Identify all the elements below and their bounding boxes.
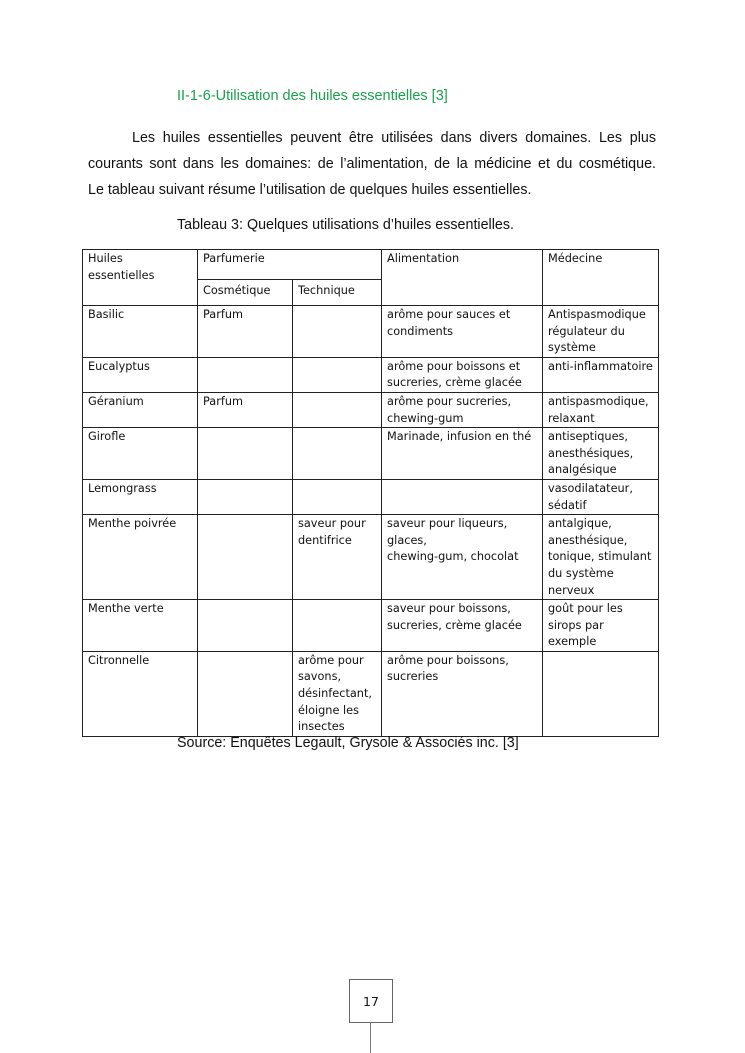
cell-medecine	[543, 651, 659, 736]
cell-technique: arôme pour savons, désinfectant, éloigne les insectes	[293, 651, 382, 736]
table-row	[83, 651, 659, 736]
cell-cosmetique	[198, 357, 293, 392]
section-heading: II-1-6-Utilisation des huiles essentielles [3]	[177, 88, 448, 104]
table-header-row	[83, 250, 659, 280]
cell-alimentation: arôme pour boissons, sucreries	[382, 651, 543, 736]
cell-medecine: goût pour les sirops par exemple	[543, 600, 659, 652]
cell-name: Géranium	[83, 392, 198, 427]
table-row	[83, 357, 659, 392]
cell-cosmetique	[198, 651, 293, 736]
cell-medecine: antalgique, anesthésique, tonique, stimulant du système nerveux	[543, 515, 659, 600]
cell-medecine: anti-inflammatoire	[543, 357, 659, 392]
intro-paragraph	[88, 125, 656, 203]
cell-name: Girofle	[83, 428, 198, 480]
cell-name: Menthe poivrée	[83, 515, 198, 600]
paragraph-line-2: courants sont dans les domaines: de l’alimentation, de la médicine et du cosmétique.	[88, 156, 656, 172]
cell-name: Menthe verte	[83, 600, 198, 652]
cell-alimentation: saveur pour liqueurs, glaces, chewing-gum, chocolat	[382, 515, 543, 600]
header-huiles: Huiles essentielles	[83, 250, 198, 306]
header-alimentation: Alimentation	[382, 250, 543, 306]
cell-alimentation: arôme pour sucreries, chewing-gum	[382, 392, 543, 427]
cell-technique	[293, 428, 382, 480]
cell-name: Citronnelle	[83, 651, 198, 736]
table-caption: Tableau 3: Quelques utilisations d’huiles essentielles.	[177, 217, 514, 233]
page-number: 17	[349, 979, 393, 1023]
cell-alimentation: saveur pour boissons, sucreries, crème glacée	[382, 600, 543, 652]
paragraph-line-3: Le tableau suivant résume l’utilisation de quelques huiles essentielles.	[88, 182, 532, 198]
header-cosmetique: Cosmétique	[198, 280, 293, 306]
table-row	[83, 515, 659, 600]
cell-medecine: Antispasmodique régulateur du système	[543, 306, 659, 358]
header-parfumerie: Parfumerie	[198, 250, 382, 280]
cell-technique	[293, 306, 382, 358]
paragraph-line-1: Les huiles essentielles peuvent être utilisées dans divers domaines. Les plus	[132, 130, 656, 146]
cell-technique: saveur pour dentifrice	[293, 515, 382, 600]
cell-name: Basilic	[83, 306, 198, 358]
cell-medecine: antiseptiques, anesthésiques, analgésique	[543, 428, 659, 480]
cell-medecine: antispasmodique, relaxant	[543, 392, 659, 427]
cell-alimentation: arôme pour sauces et condiments	[382, 306, 543, 358]
cell-alimentation	[382, 479, 543, 514]
cell-alimentation: arôme pour boissons et sucreries, crème glacée	[382, 357, 543, 392]
cell-cosmetique	[198, 600, 293, 652]
cell-cosmetique	[198, 515, 293, 600]
header-medecine: Médecine	[543, 250, 659, 306]
table-row	[83, 306, 659, 358]
cell-name: Eucalyptus	[83, 357, 198, 392]
page-number-line	[370, 1022, 371, 1053]
cell-medecine: vasodilatateur, sédatif	[543, 479, 659, 514]
table-row	[83, 392, 659, 427]
table-source: Source: Enquêtes Legault, Grysole & Associés inc. [3]	[177, 735, 519, 751]
cell-cosmetique: Parfum	[198, 392, 293, 427]
cell-cosmetique	[198, 428, 293, 480]
cell-technique	[293, 392, 382, 427]
cell-cosmetique: Parfum	[198, 306, 293, 358]
header-technique: Technique	[293, 280, 382, 306]
cell-technique	[293, 357, 382, 392]
cell-technique	[293, 479, 382, 514]
table-row	[83, 479, 659, 514]
cell-alimentation: Marinade, infusion en thé	[382, 428, 543, 480]
cell-cosmetique	[198, 479, 293, 514]
cell-name: Lemongrass	[83, 479, 198, 514]
essential-oils-table	[82, 249, 659, 737]
table-row	[83, 428, 659, 480]
cell-technique	[293, 600, 382, 652]
table-row	[83, 600, 659, 652]
